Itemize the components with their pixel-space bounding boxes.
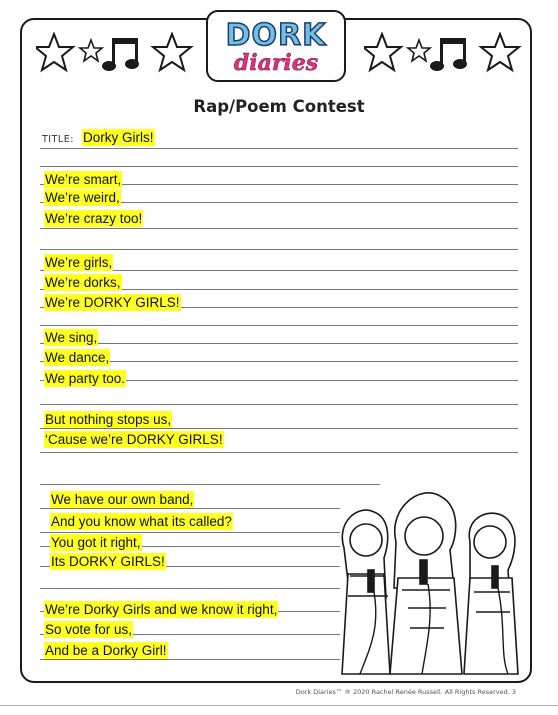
poem-line: We’re weird, xyxy=(45,190,120,205)
poem-line: We’re Dorky Girls and we know it right, xyxy=(45,602,278,617)
logo-diaries-text: diaries xyxy=(233,50,319,76)
page-heading: Rap/Poem Contest xyxy=(193,97,365,116)
star-outline-icon xyxy=(364,34,401,70)
star-outline-icon xyxy=(153,34,191,70)
poem-line: We’re DORKY GIRLS! xyxy=(45,295,180,310)
poem-line: But nothing stops us, xyxy=(45,412,172,427)
title-label: TITLE: xyxy=(42,134,74,145)
poem-line: You got it right, xyxy=(51,535,141,550)
girls-illustration xyxy=(330,478,526,678)
copyright-footer: Dork Diaries™ ® 2020 Rachel Renée Russell. All Rights Reserved. 3 xyxy=(295,688,516,696)
right-decoration xyxy=(364,32,524,76)
star-outline-icon xyxy=(481,34,519,70)
dork-diaries-logo xyxy=(206,10,346,82)
poem-line: We’re girls, xyxy=(45,255,113,270)
poem-line: We have our own band, xyxy=(51,492,194,507)
music-notes-icon xyxy=(430,38,467,71)
poem-line: ‘Cause we’re DORKY GIRLS! xyxy=(45,432,223,447)
poem-line: We dance, xyxy=(45,350,110,365)
poem-line: We’re dorks, xyxy=(45,275,121,290)
page-divider xyxy=(0,705,558,706)
title-value: Dorky Girls! xyxy=(83,130,154,145)
poem-line: Its DORKY GIRLS! xyxy=(51,554,165,569)
poem-line: We party too. xyxy=(45,371,126,386)
poem-line: And be a Dorky Girl! xyxy=(45,643,167,658)
star-outline-icon xyxy=(36,34,73,70)
logo-dork-text: DORK xyxy=(225,18,327,53)
poem-line: So vote for us, xyxy=(45,622,133,637)
left-decoration xyxy=(36,32,196,76)
star-small-icon xyxy=(80,40,102,61)
poem-line: We’re smart, xyxy=(45,172,122,187)
music-notes-icon xyxy=(102,38,139,71)
star-small-icon xyxy=(408,40,430,61)
poem-line: We sing, xyxy=(45,330,98,345)
poem-line: We’re crazy too! xyxy=(45,211,143,226)
poem-line: And you know what its called? xyxy=(51,514,232,529)
